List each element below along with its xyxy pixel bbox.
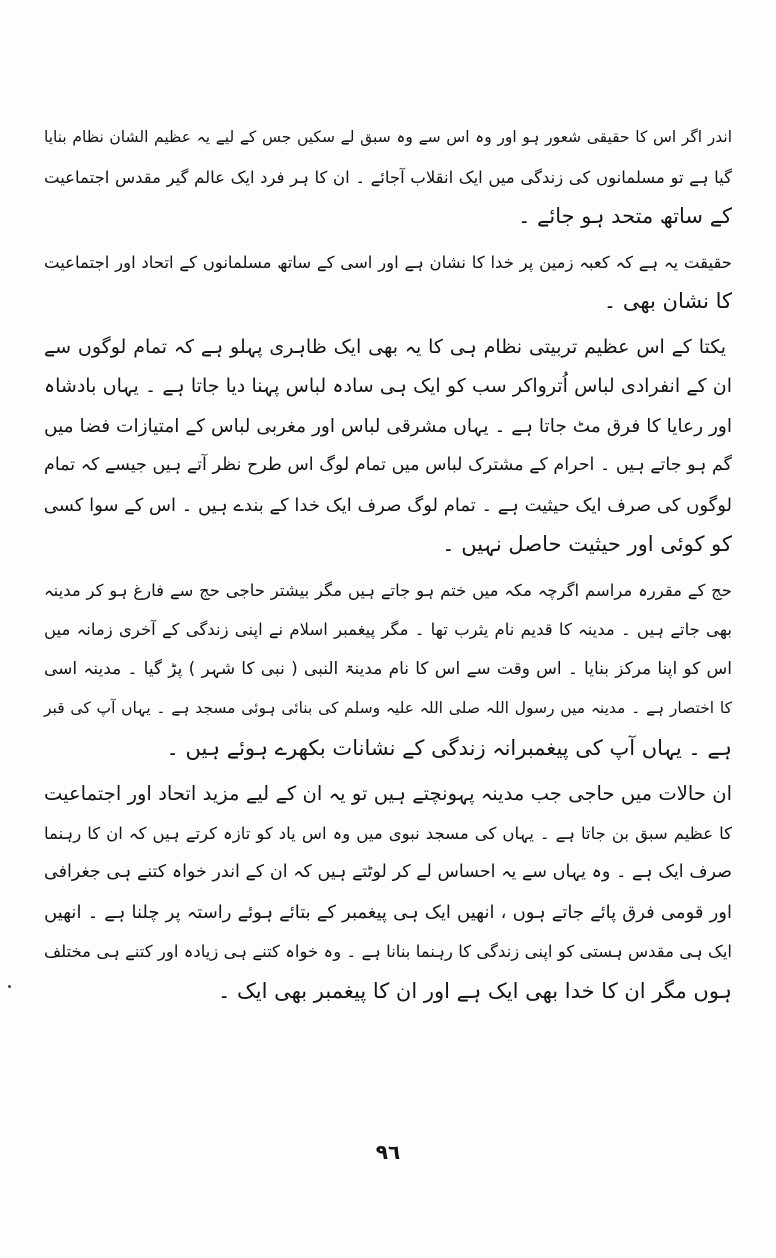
text-line: اندر اگر اس کا حقیقی شعور ہو اور وہ اس سے وہ سبق لے سکیں جس کے لیے یہ عظیم الشان نظام بنایا — [44, 128, 732, 146]
text-line: گم ہو جاتے ہیں ۔ احرام کے مشترک لباس میں تمام لوگ اس طرح نظر آتے ہیں جیسے کہ تمام — [44, 455, 732, 475]
margin-speck — [8, 985, 11, 988]
text-line: ان کے انفرادی لباس اُترواکر سب کو ایک ہی سادہ لباس پہنا دیا جاتا ہے ۔ یہاں بادشاہ — [44, 375, 732, 397]
text-line: ہے ۔ یہاں آپ کی پیغمبرانہ زندگی کے نشانات بکھرے ہوئے ہیں ۔ — [166, 735, 732, 760]
text-line: ایک ہی مقدس ہستی کو اپنی زندگی کا رہنما بنانا ہے ۔ وہ خواہ کتنے ہی زیادہ اور کتنے ہی مختلف — [44, 942, 732, 961]
page-number: ٩٦ — [375, 1140, 401, 1164]
text-line: لوگوں کی صرف ایک حیثیت ہے ۔ تمام لوگ صرف ایک خدا کے بندے ہیں ۔ اس کے سوا کسی — [43, 494, 732, 516]
text-line: ہوں مگر ان کا خدا بھی ایک ہے اور ان کا پیغمبر بھی ایک ۔ — [217, 978, 732, 1003]
text-line: کا عظیم سبق بن جاتا ہے ۔ یہاں کی مسجد نبوی میں وہ اس یاد کو تازہ کرتے ہیں کہ ان کا رہنما — [44, 823, 732, 843]
paragraph-4 — [44, 571, 732, 769]
text-line: کا اختصار ہے ۔ مدینہ میں رسول اللہ صلی اللہ علیہ وسلم کی بنائی ہوئی مسجد ہے ۔ یہاں آپ کی قبر — [44, 699, 732, 717]
paragraph-5 — [44, 774, 732, 1011]
text-line: یکتا کے اس عظیم تربیتی نظام ہی کا یہ بھی ایک ظاہری پہلو ہے کہ تمام لوگوں سے — [44, 335, 726, 358]
text-line: کو کوئی اور حیثیت حاصل نہیں ۔ — [442, 532, 732, 556]
paragraph-2 — [44, 243, 732, 322]
text-line: اس کو اپنا مرکز بنایا ۔ اس وقت سے اس کا نام مدینۃ النبی ( نبی کا شہر ) پڑ گیا ۔ مدینہ اسی — [44, 658, 732, 679]
text-line: ان حالات میں حاجی جب مدینہ پہونچتے ہیں تو یہ ان کے لیے مزید اتحاد اور اجتماعیت — [44, 782, 732, 805]
paragraph-3 — [44, 328, 732, 565]
body-text — [44, 118, 732, 1011]
text-line: کے ساتھ متحد ہو جائے ۔ — [518, 204, 732, 228]
text-line: کا نشان بھی ۔ — [603, 289, 732, 313]
text-line: اور رعایا کا فرق مٹ جاتا ہے ۔ یہاں مشرقی لباس اور مغربی لباس کے امتیازات فضا میں — [44, 415, 732, 437]
text-line: حقیقت یہ ہے کہ کعبہ زمین پر خدا کا نشان ہے اور اسی کے ساتھ مسلمانوں کے اتحاد اور اجتماعیت — [44, 252, 732, 272]
text-line: صرف ایک ہے ۔ وہ یہاں سے یہ احساس لے کر لوٹتے ہیں کہ ان کے اندر خواہ کتنے ہی جغرافی — [44, 862, 732, 882]
text-line: بھی جاتے ہیں ۔ مدینہ کا قدیم نام یثرب تھا ۔ مگر پیغمبر اسلام نے اپنی زندگی کے آخری زمانہ میں — [44, 620, 732, 639]
text-line: اور قومی فرق پائے جاتے ہوں ، انھیں ایک ہی پیغمبر کے بتائے ہوئے راستہ پر چلنا ہے ۔ انھیں — [44, 901, 732, 923]
text-line: گیا ہے تو مسلمانوں کی زندگی میں ایک انقلاب آجائے ۔ ان کا ہر فرد ایک عالم گیر مقدس اجتماعیت — [44, 167, 732, 187]
text-line: حج کے مقررہ مراسم اگرچہ مکہ میں ختم ہو جاتے ہیں مگر بیشتر حاجی حج سے فارغ ہو کر مدینہ — [44, 580, 732, 600]
paragraph-1 — [44, 118, 732, 237]
